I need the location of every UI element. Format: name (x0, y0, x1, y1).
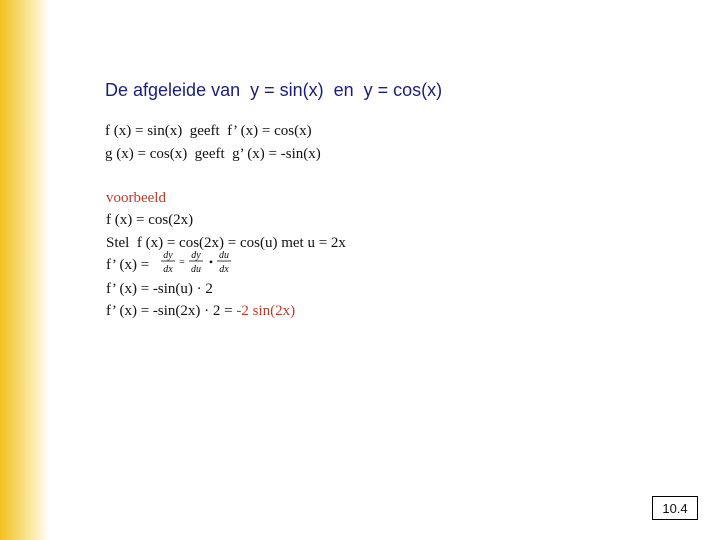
decorative-side-bar (0, 0, 50, 540)
example-line-5-prefix: f’ (x) = -sin(2x) · 2 = (106, 303, 237, 319)
example-heading: voorbeeld (106, 190, 166, 206)
multiplication-dot: • (208, 255, 214, 269)
example-line-1: f (x) = cos(2x) (106, 212, 194, 228)
example-line-2: Stel f (x) = cos(2x) = cos(u) met u = 2x (106, 235, 346, 251)
example-line-3: f’ (x) = (106, 257, 150, 273)
rhs1-numerator: dy (191, 250, 201, 261)
example-result: -2 sin(2x) (236, 303, 296, 319)
rhs1-denominator: du (191, 264, 201, 275)
example-line-4: f’ (x) = -sin(u) · 2 (106, 281, 213, 297)
equals-sign: = (179, 257, 185, 268)
rhs2-numerator: du (219, 250, 229, 261)
lhs-numerator: dy (163, 250, 173, 261)
rule-sin: f (x) = sin(x) geeft f’ (x) = cos(x) (105, 123, 312, 139)
page-title: De afgeleide van y = sin(x) en y = cos(x) (105, 80, 443, 100)
example-line-5 (106, 303, 295, 320)
rhs2-denominator: dx (219, 264, 229, 275)
chain-rule-formula (160, 248, 235, 276)
lhs-denominator: dx (163, 264, 173, 275)
rule-cos: g (x) = cos(x) geeft g’ (x) = -sin(x) (105, 146, 321, 162)
page-number: 10.4 (652, 496, 698, 520)
